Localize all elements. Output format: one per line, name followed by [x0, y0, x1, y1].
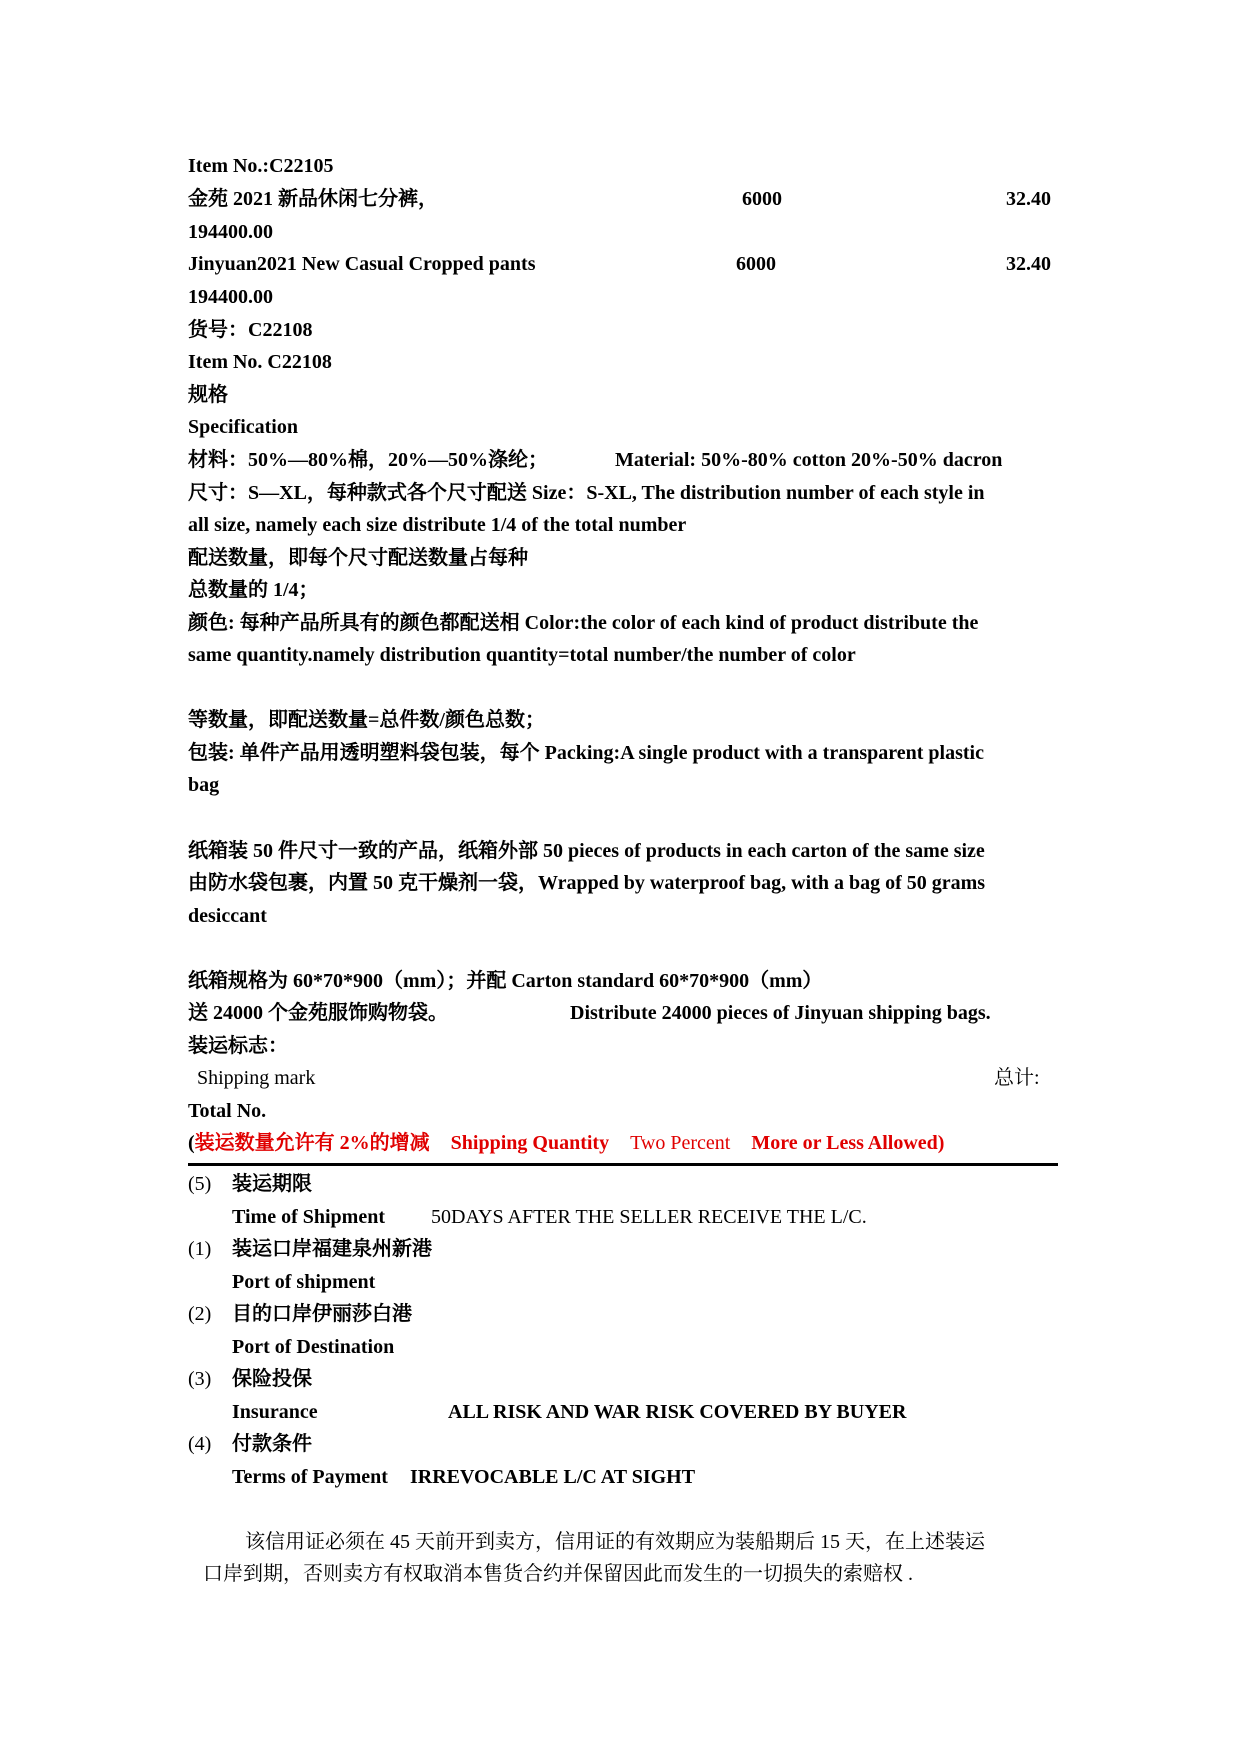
total-no: Total No. — [188, 1100, 267, 1122]
shipping-mark-en: Shipping mark — [197, 1067, 316, 1089]
term-value: IRREVOCABLE L/C AT SIGHT — [410, 1466, 696, 1488]
term-en: Time of Shipment — [232, 1206, 385, 1228]
term-value: ALL RISK AND WAR RISK COVERED BY BUYER — [448, 1401, 907, 1423]
term-zh: 付款条件 — [232, 1433, 312, 1455]
shopping-bags-zh: 送 24000 个金苑服饰购物袋。 — [188, 1002, 448, 1024]
tolerance-two-percent: Two Percent — [630, 1132, 731, 1154]
color-line-zh: 等数量，即配送数量=总件数/颜色总数； — [188, 709, 545, 731]
carton-standard-line: 纸箱规格为 60*70*900（mm）；并配 Carton standard 60*70*900（mm） — [188, 970, 823, 992]
color-line-2: same quantity.namely distribution quantity=total number/the number of color — [188, 644, 856, 666]
term-zh: 保险投保 — [232, 1368, 312, 1390]
item-no-line: Item No.:C22105 — [188, 155, 334, 177]
shopping-bags-en: Distribute 24000 pieces of Jinyuan shipping bags. — [570, 1002, 991, 1024]
price-zh: 32.40 — [1006, 188, 1051, 210]
price-en: 32.40 — [1006, 253, 1051, 275]
footer-paragraph-line-1: 该信用证必须在 45 天前开到卖方，信用证的有效期应为装船期后 15 天，在上述装运 — [245, 1531, 985, 1553]
distribution-zh: 配送数量，即每个尺寸配送数量占每种 — [188, 547, 528, 569]
term-zh: 装运期限 — [232, 1173, 312, 1195]
term-number: (3) — [188, 1368, 212, 1390]
term-en: Port of Destination — [232, 1336, 395, 1358]
tolerance-allowed: More or Less Allowed) — [751, 1132, 945, 1154]
term-zh: 装运口岸福建泉州新港 — [232, 1238, 432, 1260]
packing-line-2: bag — [188, 774, 220, 796]
spec-zh: 规格 — [188, 384, 228, 406]
amount-zh: 194400.00 — [188, 221, 273, 243]
term-zh: 目的口岸伊丽莎白港 — [232, 1303, 412, 1325]
tolerance-line — [188, 1131, 944, 1155]
amount-en: 194400.00 — [188, 286, 273, 308]
size-line: 尺寸：S—XL，每种款式各个尺寸配送 Size：S-XL, The distribution number of each style in — [188, 482, 985, 504]
term-number: (1) — [188, 1238, 212, 1260]
carton-line: 纸箱装 50 件尺寸一致的产品，纸箱外部 50 pieces of products in each carton of the same size — [188, 840, 985, 862]
section-divider — [188, 1163, 1058, 1166]
tolerance-zh: 装运数量允许有 2%的增减 — [194, 1132, 430, 1154]
tolerance-shipping-qty: Shipping Quantity — [450, 1132, 610, 1154]
product-line-en: Jinyuan2021 New Casual Cropped pants — [188, 253, 536, 275]
shipping-mark-zh: 装运标志： — [188, 1035, 288, 1057]
material-zh: 材料：50%—80%棉，20%—50%涤纶； — [188, 449, 548, 471]
carton-line-2: 由防水袋包裹，内置 50 克干燥剂一袋，Wrapped by waterproof bag, with a bag of 50 grams — [188, 872, 986, 894]
spec-en: Specification — [188, 416, 298, 438]
carton-line-3: desiccant — [188, 905, 267, 927]
term-en: Port of shipment — [232, 1271, 376, 1293]
color-line: 颜色: 每种产品所具有的颜色都配送相 Color:the color of each kind of product distribute the — [188, 612, 979, 634]
footer-paragraph-line-2: 口岸到期，否则卖方有权取消本售货合约并保留因此而发生的一切损失的索赔权 . — [203, 1563, 913, 1585]
term-value: 50DAYS AFTER THE SELLER RECEIVE THE L/C. — [431, 1206, 867, 1228]
quantity-zh: 6000 — [742, 188, 782, 210]
material-en: Material: 50%-80% cotton 20%-50% dacron — [615, 449, 1003, 471]
packing-line: 包装: 单件产品用透明塑料袋包装，每个 Packing:A single product with a transparent plastic — [188, 742, 984, 764]
total-label-zh: 总计: — [994, 1067, 1040, 1089]
quantity-en: 6000 — [736, 253, 776, 275]
term-en: Terms of Payment — [232, 1466, 388, 1488]
item-no-en: Item No. C22108 — [188, 351, 332, 373]
size-line-2: all size, namely each size distribute 1/4 of the total number — [188, 514, 687, 536]
distribution-zh-2: 总数量的 1/4； — [188, 579, 319, 601]
term-en: Insurance — [232, 1401, 318, 1423]
term-number: (5) — [188, 1173, 212, 1195]
product-line-zh: 金苑 2021 新品休闲七分裤， — [188, 188, 438, 210]
term-number: (2) — [188, 1303, 212, 1325]
tolerance-paren: ( — [188, 1132, 195, 1154]
item-no-zh: 货号：C22108 — [188, 319, 313, 341]
term-number: (4) — [188, 1433, 212, 1455]
